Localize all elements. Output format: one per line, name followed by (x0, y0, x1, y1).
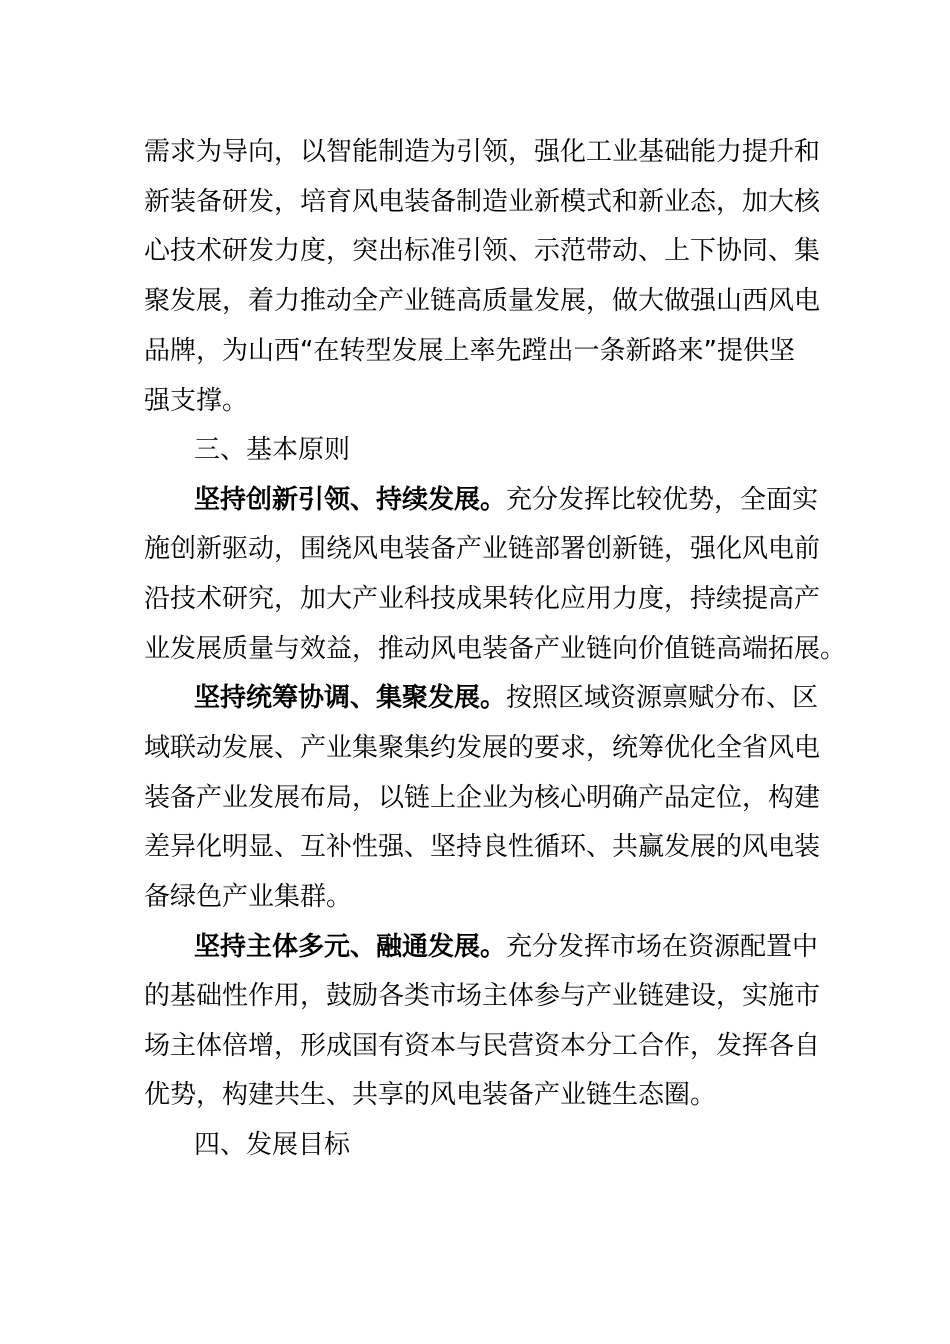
paragraph-line: 强支撑。 (144, 386, 249, 416)
principle-title: 坚持主体多元、融通发展。 (194, 932, 507, 962)
principle-first-line (194, 681, 818, 715)
paragraph-line: 聚发展，着力推动全产业链高质量发展，做大做强山西风电 (144, 286, 821, 316)
principle-text: 充分发挥市场在资源配置中 (506, 932, 819, 962)
paragraph-line: 沿技术研究，加大产业科技成果转化应用力度，持续提高产 (144, 584, 821, 614)
principle-first-line (194, 930, 818, 964)
section-heading: 四、发展目标 (194, 1130, 351, 1160)
paragraph-line: 心技术研发力度，突出标准引领、示范带动、上下协同、集 (144, 236, 821, 266)
paragraph-line: 需求为导向，以智能制造为引领，强化工业基础能力提升和 (144, 137, 821, 167)
paragraph-line: 业发展质量与效益，推动风电装备产业链向价值链高端拓展。 (144, 634, 847, 664)
principle-title: 坚持统筹协调、集聚发展。 (194, 683, 507, 713)
principle-title: 坚持创新引领、持续发展。 (194, 485, 507, 515)
section-heading: 三、基本原则 (194, 435, 351, 465)
paragraph-line: 新装备研发，培育风电装备制造业新模式和新业态，加大核 (144, 187, 821, 217)
paragraph-line: 优势，构建共生、共享的风电装备产业链生态圈。 (144, 1080, 717, 1110)
paragraph-line: 备绿色产业集群。 (144, 882, 353, 912)
principle-first-line (194, 483, 818, 517)
paragraph-line: 场主体倍增，形成国有资本与民营资本分工合作，发挥各自 (144, 1031, 821, 1061)
paragraph-line: 施创新驱动，围绕风电装备产业链部署创新链，强化风电前 (144, 534, 821, 564)
paragraph-line: 装备产业发展布局，以链上企业为核心明确产品定位，构建 (144, 783, 821, 813)
paragraph-line: 的基础性作用，鼓励各类市场主体参与产业链建设，实施市 (144, 981, 821, 1011)
paragraph-line: 品牌，为山西“在转型发展上率先蹚出一条新路来”提供坚 (144, 336, 795, 366)
paragraph-line: 域联动发展、产业集聚集约发展的要求，统筹优化全省风电 (144, 733, 821, 763)
paragraph-line: 差异化明显、互补性强、坚持良性循环、共赢发展的风电装 (144, 832, 821, 862)
principle-text: 按照区域资源禀赋分布、区 (506, 683, 819, 713)
principle-text: 充分发挥比较优势，全面实 (506, 485, 819, 515)
